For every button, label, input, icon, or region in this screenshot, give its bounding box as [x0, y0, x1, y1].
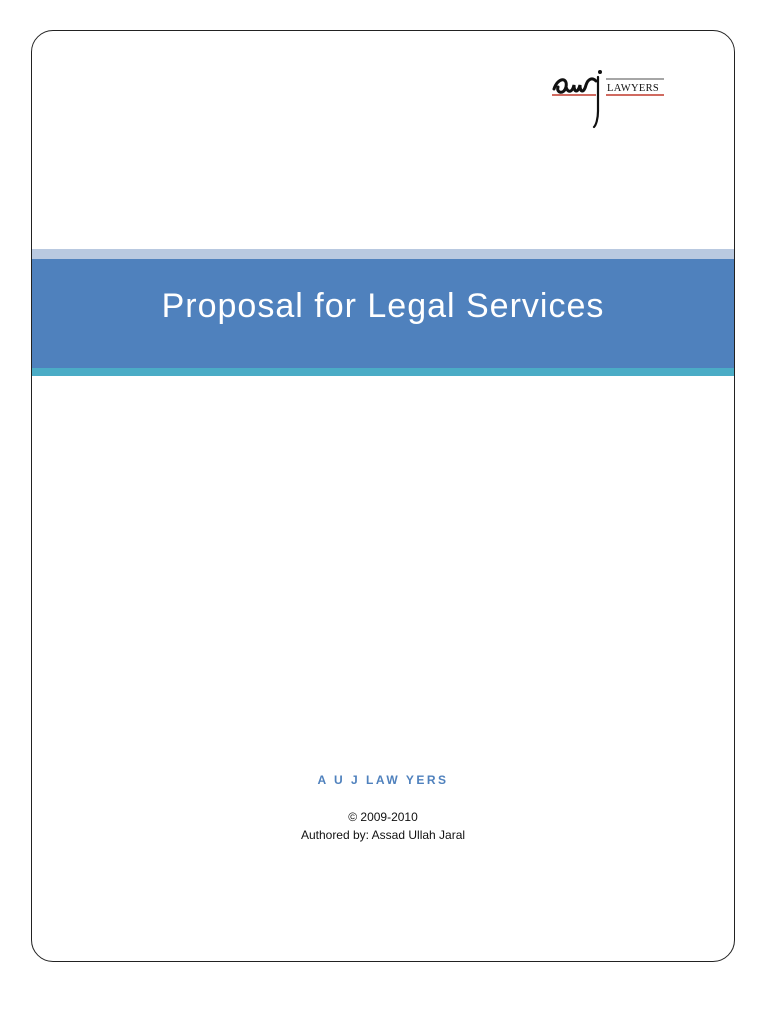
firm-logo	[550, 67, 668, 129]
copyright-line: © 2009-2010	[348, 810, 418, 824]
author-line: Authored by: Assad Ullah Jaral	[300, 828, 466, 842]
title-band-bottom-stripe	[32, 368, 734, 376]
title-band-top-stripe	[32, 249, 734, 259]
firm-name: A U J LAW YERS	[317, 773, 449, 787]
logo-wordmark: LAWYERS	[607, 83, 660, 94]
document-page	[31, 30, 735, 962]
auj-monogram-icon	[550, 67, 668, 129]
document-title: Proposal for Legal Services	[161, 287, 605, 325]
